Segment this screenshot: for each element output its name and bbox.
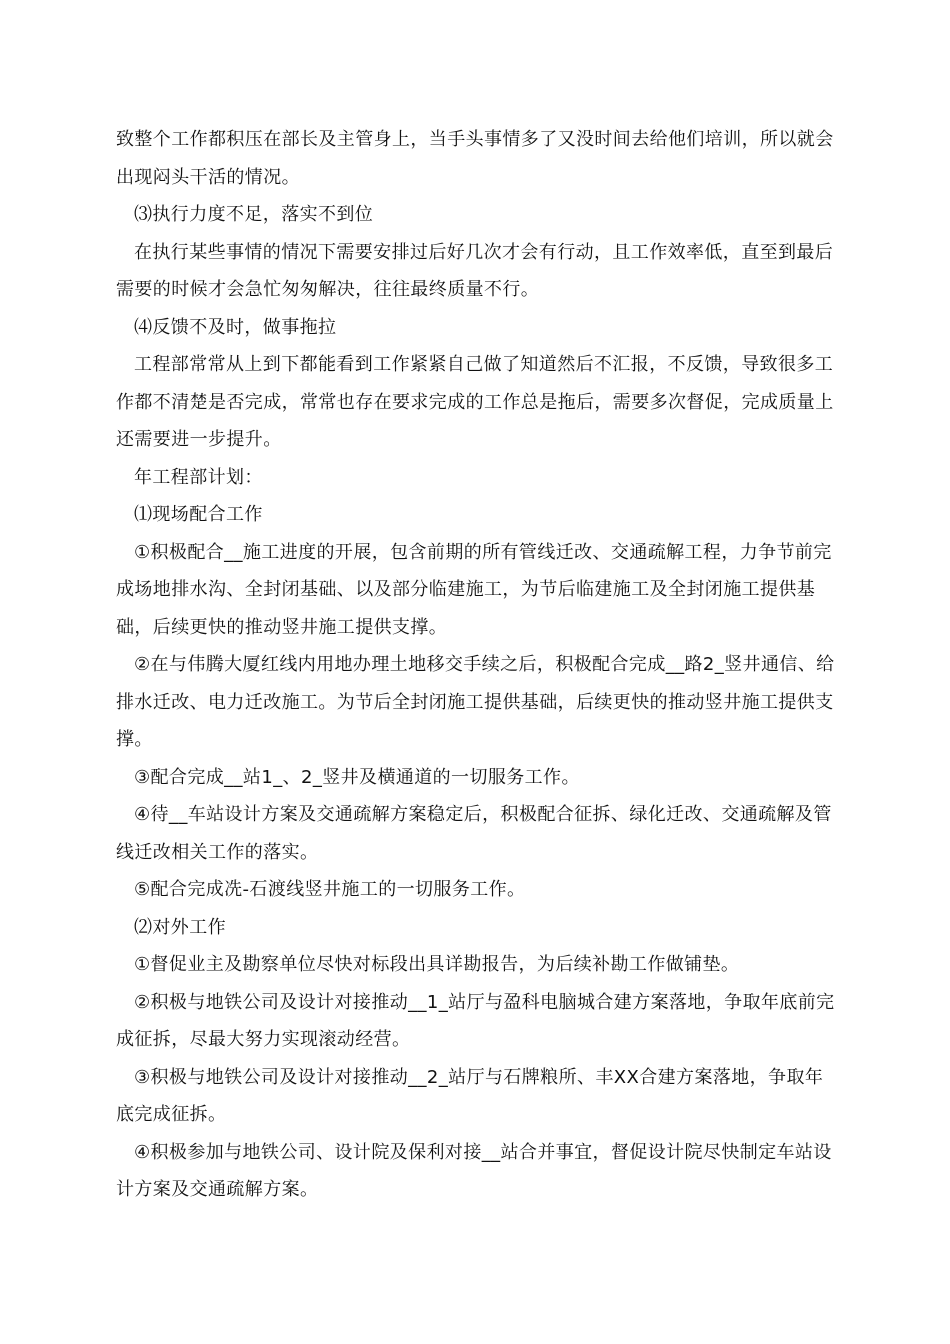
list-item: ①督促业主及勘察单位尽快对标段出具详勘报告，为后续补勘工作做铺垫。: [134, 954, 740, 975]
document-body: [116, 121, 836, 1209]
list-item: ②积极与地铁公司及设计对接推动__1_站厅与盈科电脑城合建方案落地，争取年底前完成征拆，尽最大努力实现滚动经营。: [116, 991, 835, 1050]
paragraph: 在执行某些事情的情况下需要安排过后好几次才会有行动，且工作效率低，直至到最后需要的时候才会急忙匆匆解决，往往最终质量不行。: [116, 241, 834, 300]
list-item: ④积极参加与地铁公司、设计院及保利对接__站合并事宜，督促设计院尽快制定车站设计方案及交通疏解方案。: [116, 1141, 832, 1200]
list-item: ⑤配合完成冼-石渡线竖井施工的一切服务工作。: [134, 879, 526, 900]
list-item: ①积极配合__施工进度的开展，包含前期的所有管线迁改、交通疏解工程，力争节前完成场地排水沟、全封闭基础、以及部分临建施工，为节后临建施工及全封闭施工提供基础，后续更快的推动竖井施工提供支撑。: [116, 541, 832, 638]
section-heading: ⑶执行力度不足，落实不到位: [134, 204, 374, 225]
paragraph: 工程部常常从上到下都能看到工作紧紧自己做了知道然后不汇报，不反馈，导致很多工作都不清楚是否完成，常常也存在要求完成的工作总是拖后，需要多次督促，完成质量上还需要进一步提升。: [116, 354, 834, 450]
paragraph: 致整个工作都积压在部长及主管身上，当手头事情多了又没时间去给他们培训，所以就会出现闷头干活的情况。: [116, 129, 834, 188]
plan-heading: 年工程部计划：: [134, 466, 263, 488]
list-item: ③积极与地铁公司及设计对接推动__2_站厅与石牌粮所、丰XX合建方案落地，争取年底完成征拆。: [116, 1066, 824, 1125]
list-item: ④待__车站设计方案及交通疏解方案稳定后，积极配合征拆、绿化迁改、交通疏解及管线迁改相关工作的落实。: [116, 804, 832, 863]
section-heading: ⑷反馈不及时，做事拖拉: [134, 316, 337, 338]
section-heading: ⑴现场配合工作: [134, 504, 263, 525]
list-item: ②在与伟腾大厦红线内用地办理土地移交手续之后，积极配合完成__路2_竖井通信、给排水迁改、电力迁改施工。为节后全封闭施工提供基础，后续更快的推动竖井施工提供支撑。: [116, 654, 835, 750]
section-heading: ⑵对外工作: [134, 916, 226, 938]
list-item: ③配合完成__站1_、2_竖井及横通道的一切服务工作。: [134, 766, 580, 788]
